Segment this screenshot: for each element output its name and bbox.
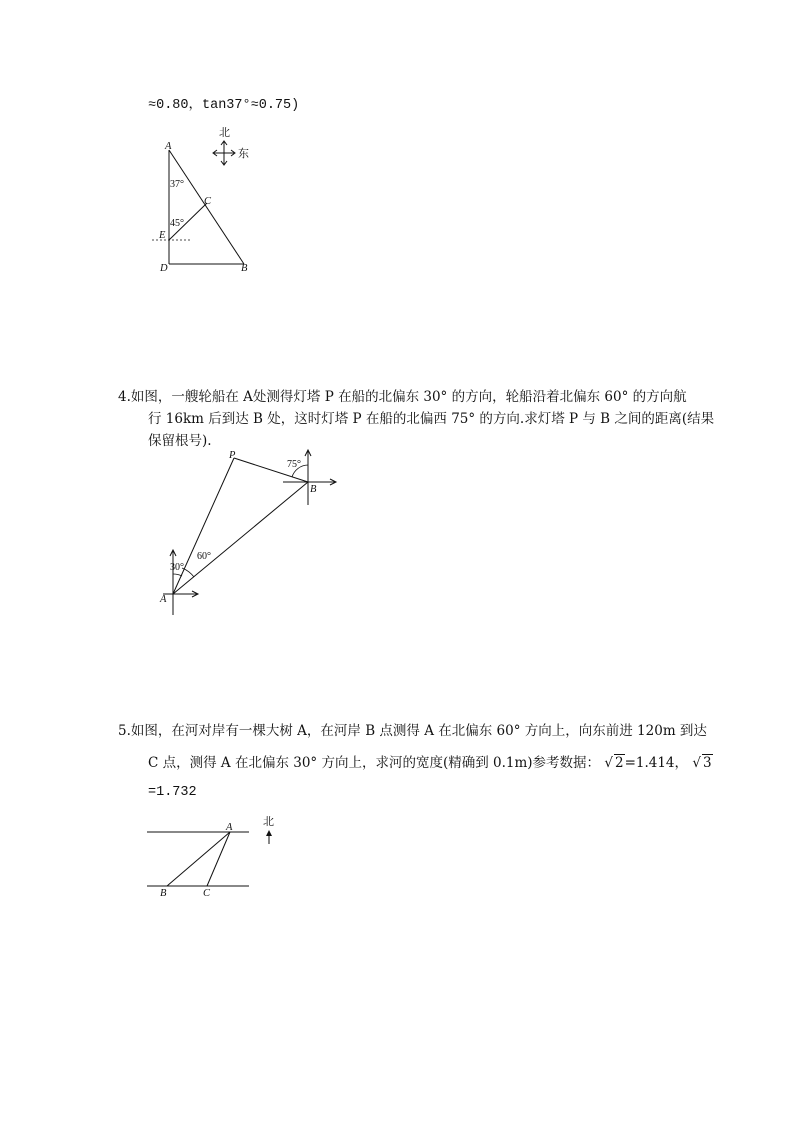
q3-figure (140, 125, 280, 275)
sqrt-3-symbol: √ 3 (692, 755, 712, 771)
q4-angle-30: 30° (170, 562, 184, 573)
q3-east-label: 东 (238, 147, 249, 160)
sqrt-2-symbol: √ 2 (604, 755, 624, 771)
q5-line-ba (167, 832, 230, 886)
q5-north-arrow-icon (266, 830, 272, 844)
q5-label-a: A (226, 822, 233, 833)
q4-angle-75: 75° (287, 459, 301, 470)
sqrt-2-radicand: 2 (614, 755, 624, 771)
q4-label-p: P (229, 450, 236, 461)
q5-text-line3: =1.732 (148, 785, 197, 800)
q5-figure (145, 810, 285, 900)
q5-text-line2 (148, 755, 713, 771)
q3-label-a: A (165, 141, 172, 152)
q3-line-ab (169, 150, 244, 264)
q3-label-c: C (204, 196, 212, 207)
q3-continuation-text: ≈0.80，tan37°≈0.75) (148, 98, 300, 113)
q5-text-line2-main: C 点，测得 A 在北偏东 30° 方向上，求河的宽度(精确到 0.1m)参考数据： (148, 755, 601, 771)
q5-text-line1: 5.如图，在河对岸有一棵大树 A，在河岸 B 点测得 A 在北偏东 60° 方向上，向东前进 120m 到达 (118, 723, 707, 739)
q4-line-ap (173, 458, 234, 594)
q4-angle-60: 60° (197, 551, 211, 562)
q3-north-label: 北 (219, 126, 230, 139)
q5-label-b: B (160, 888, 167, 899)
q4-text-line2: 行 16km 后到达 B 处，这时灯塔 P 在船的北偏西 75° 的方向.求灯塔 P 与 B 之间的距离(结果 (148, 411, 715, 427)
q4-text-line1: 4.如图，一艘轮船在 A处测得灯塔 P 在船的北偏东 30° 的方向，轮船沿着北偏东 60° 的方向航 (118, 389, 687, 405)
q5-label-c: C (203, 888, 211, 899)
q3-label-d: D (160, 263, 168, 274)
q4-label-a: A (160, 594, 167, 605)
q4-label-b: B (310, 484, 317, 495)
q3-label-e: E (159, 230, 166, 241)
q5-line-ca (207, 832, 230, 886)
q5-north-label: 北 (263, 815, 274, 828)
sqrt-3-radicand: 3 (702, 755, 712, 771)
q3-compass-icon (213, 141, 235, 165)
q4-text-line3: 保留根号). (148, 433, 212, 449)
q4-line-ab (173, 482, 308, 594)
q3-angle-37: 37° (170, 179, 184, 190)
q3-label-b: B (241, 263, 248, 274)
q4-figure (148, 450, 343, 615)
q3-angle-45: 45° (170, 218, 184, 229)
sqrt-2-value: =1.414， (624, 755, 689, 771)
